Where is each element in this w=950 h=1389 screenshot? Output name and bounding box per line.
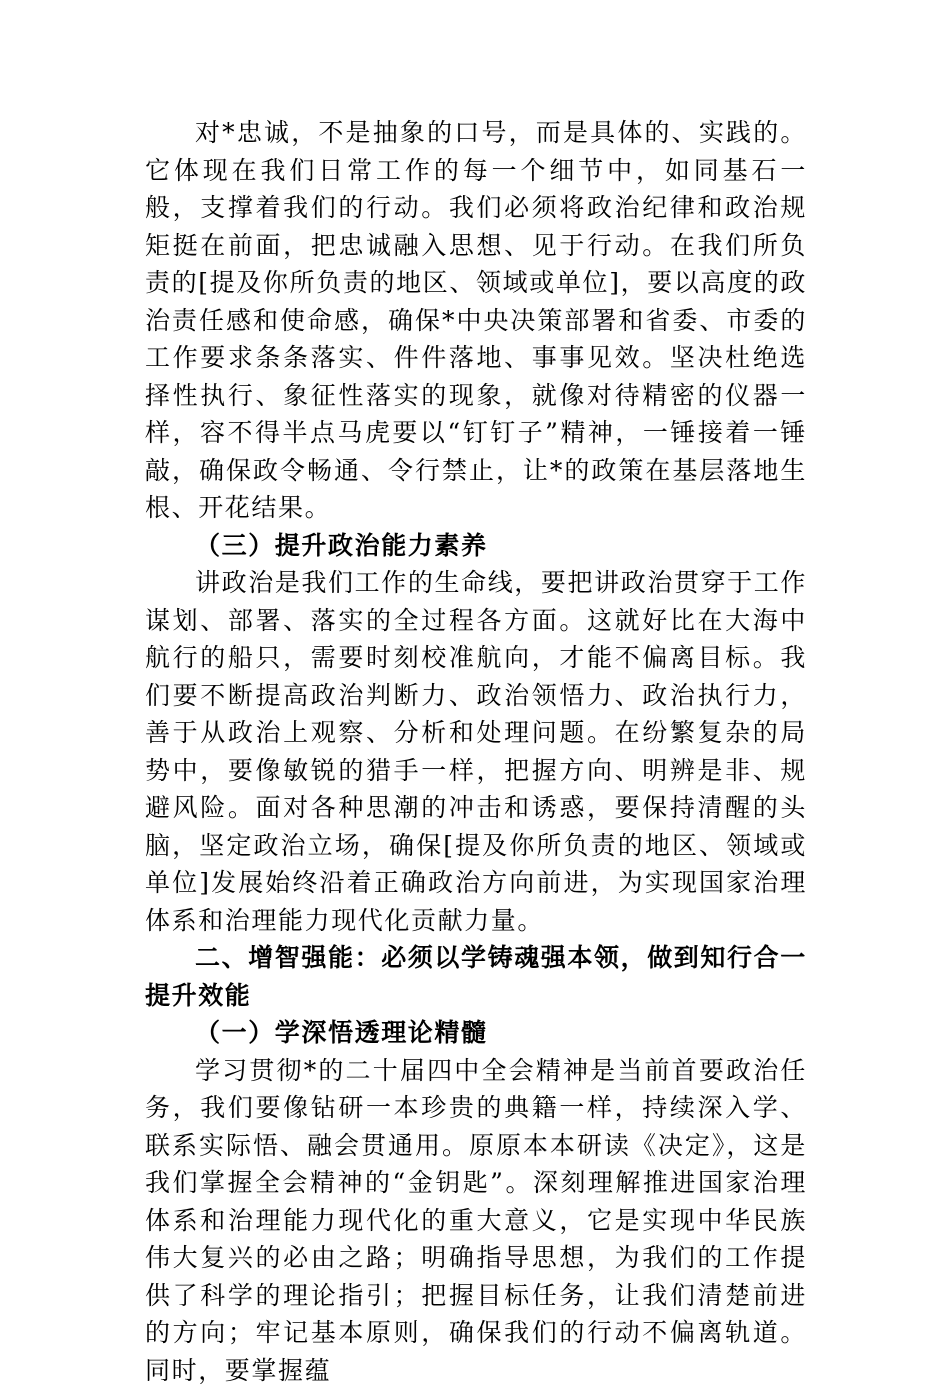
paragraph-loyalty: 对*忠诚，不是抽象的口号，而是具体的、实践的。它体现在我们日常工作的每一个细节中，如同基石一般，支撑着我们的行动。我们必须将政治纪律和政治规矩挺在前面，把忠诚融入思想、见于行动。在我们所负责的[提及你所负责的地区、领域或单位]，要以高度的政治责任感和使命感，确保*中央决策部署和省委、市委的工作要求条条落实、件件落地、事事见效。坚决杜绝选择性执行、象征性落实的现象，就像对待精密的仪器一样，容不得半点马虎要以“钉钉子”精神，一锤接着一锤敲，确保政令畅通、令行禁止，让*的政策在基层落地生根、开花结果。 bbox=[145, 114, 807, 527]
paragraph-political-ability: 讲政治是我们工作的生命线，要把讲政治贯穿于工作谋划、部署、落实的全过程各方面。这就好比在大海中航行的船只，需要时刻校准航向，才能不偏离目标。我们要不断提高政治判断力、政治领悟力、政治执行力，善于从政治上观察、分析和处理问题。在纷繁复杂的局势中，要像敏锐的猎手一样，把握方向、明辨是非、规避风险。面对各种思潮的冲击和诱惑，要保持清醒的头脑，坚定政治立场，确保[提及你所负责的地区、领域或单位]发展始终沿着正确政治方向前进，为实现国家治理体系和治理能力现代化贡献力量。 bbox=[145, 564, 807, 939]
subheading-theory-study: （一）学深悟透理论精髓 bbox=[145, 1014, 807, 1052]
subheading-political-ability: （三）提升政治能力素养 bbox=[145, 527, 807, 565]
paragraph-theory-study: 学习贯彻*的二十届四中全会精神是当前首要政治任务，我们要像钻研一本珍贵的典籍一样，持续深入学、联系实际悟、融会贯通用。原原本本研读《决定》，这是我们掌握全会精神的“金钥匙”。深刻理解推进国家治理体系和治理能力现代化的重大意义，它是实现中华民族伟大复兴的必由之路；明确指导思想，为我们的工作提供了科学的理论指引；把握目标任务，让我们清楚前进的方向；牢记基本原则，确保我们的行动不偏离轨道。同时，要掌握蕴 bbox=[145, 1052, 807, 1389]
document-body bbox=[145, 114, 807, 1389]
section-heading-two: 二、增智强能：必须以学铸魂强本领，做到知行合一提升效能 bbox=[145, 939, 807, 1014]
